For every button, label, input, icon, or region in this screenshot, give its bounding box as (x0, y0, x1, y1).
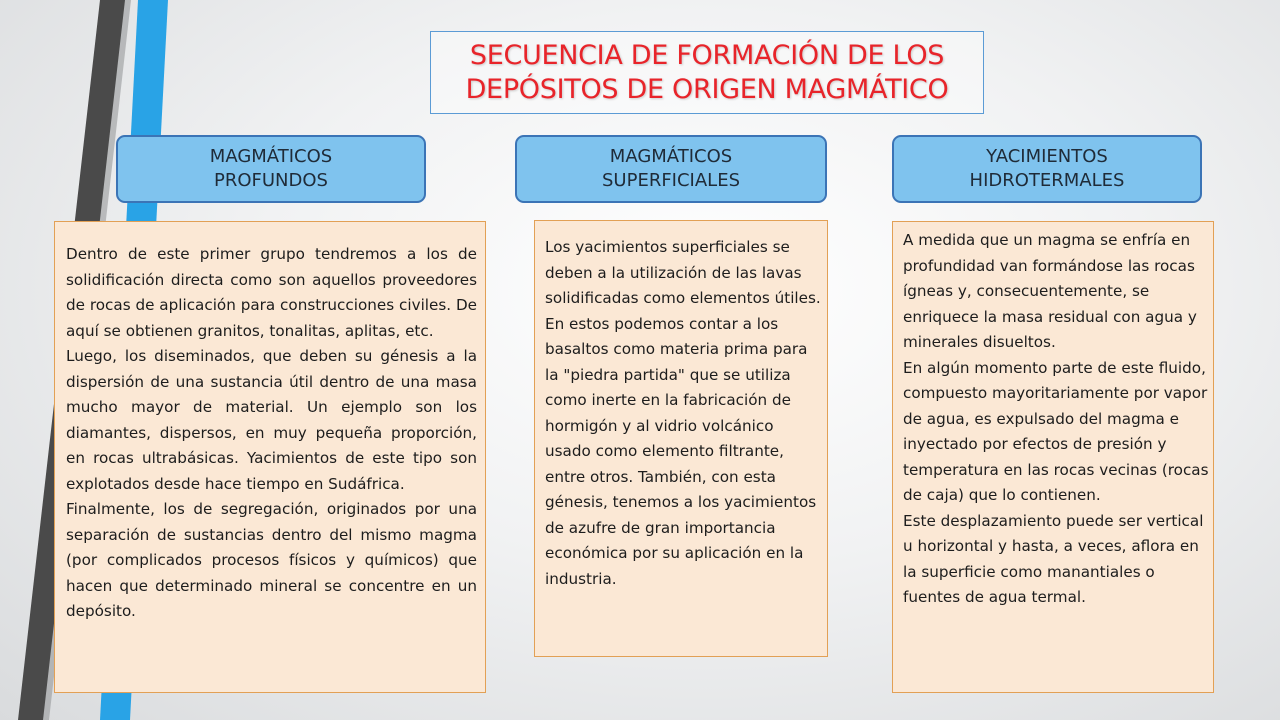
card-magmaticos-profundos (54, 221, 486, 693)
header-magmaticos-profundos: MAGMÁTICOS PROFUNDOS (116, 135, 426, 203)
card-yacimientos-hidrotermales (892, 221, 1214, 693)
slide-title-box (430, 31, 984, 114)
paragraph-desplazamiento: Este desplazamiento puede ser vertical u horizontal y hasta, a veces, aflora en la superficie como manantiales o fuentes de agua termal. (903, 511, 1204, 606)
header-yacimientos-hidrotermales: YACIMIENTOS HIDROTERMALES (892, 135, 1202, 203)
paragraph-segregacion: Finalmente, los de segregación, originados por una separación de sustancias dentro del mismo magma (por complicados procesos físicos y químicos) que hacen que determinado mineral se concentre en un depósito. (66, 500, 477, 620)
slide-title: SECUENCIA DE FORMACIÓN DE LOS DEPÓSITOS DE ORIGEN MAGMÁTICO (465, 39, 949, 105)
card-magmaticos-superficiales (534, 220, 828, 657)
header-magmaticos-superficiales: MAGMÁTICOS SUPERFICIALES (515, 135, 827, 203)
paragraph-superficiales: Los yacimientos superficiales se deben a la utilización de las lavas solidificadas como elementos útiles. En estos podemos contar a los basaltos como materia prima para la "piedra partida" que se utiliza como inerte en la fabricación de hormigón y al vidrio volcánico usado como elemento filtrante, entre otros. También, con esta génesis, tenemos a los yacimientos de azufre de gran importancia económica por su aplicación en la industria. (545, 238, 821, 588)
paragraph-diseminados: Luego, los diseminados, que deben su génesis a la dispersión de una sustancia útil dentro de una masa mucho mayor de material. Un ejemplo son los diamantes, dispersos, en muy pequeña proporción, en rocas ultrabásicas. Yacimientos de este tipo son explotados desde hace tiempo en Sudáfrica. (66, 347, 477, 493)
paragraph-enfriamiento: A medida que un magma se enfría en profundidad van formándose las rocas ígneas y, consecuentemente, se enriquece la masa residual con agua y minerales disueltos. (903, 231, 1197, 351)
paragraph-solidificacion: Dentro de este primer grupo tendremos a los de solidificación directa como son aquellos proveedores de rocas de aplicación para construcciones civiles. De aquí se obtienen granitos, tonalitas, aplitas, etc. (66, 245, 477, 340)
paragraph-expulsion: En algún momento parte de este fluido, compuesto mayoritariamente por vapor de agua, es expulsado del magma e inyectado por efectos de presión y temperatura en las rocas vecinas (rocas de caja) que lo contienen. (903, 358, 1209, 504)
